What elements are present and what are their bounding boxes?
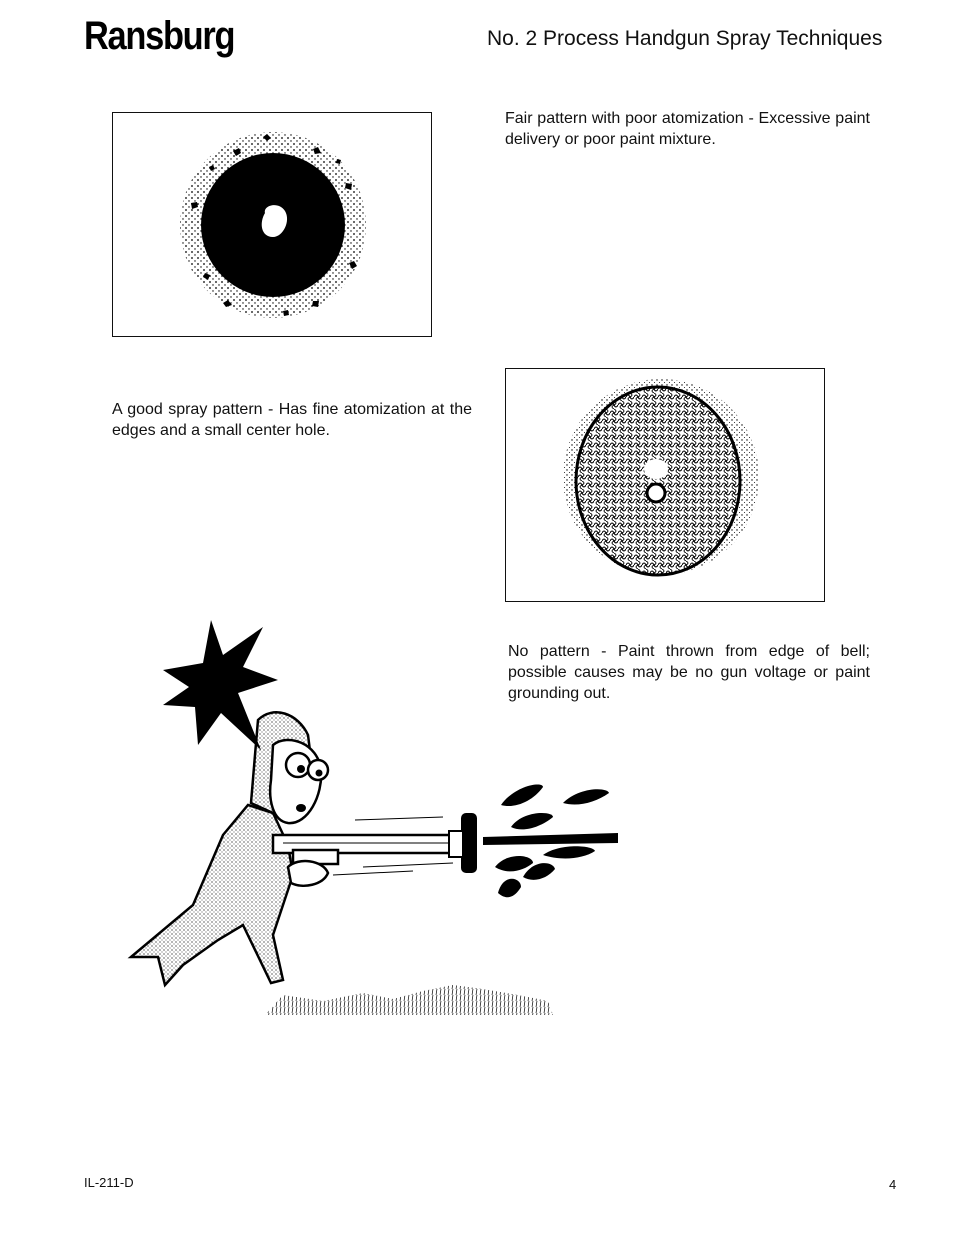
page-title: No. 2 Process Handgun Spray Techniques	[487, 27, 883, 50]
painter-cartoon-illustration	[123, 605, 623, 1030]
brand-logo: Ransburg	[84, 14, 235, 58]
fair-pattern-figure	[112, 112, 432, 337]
good-pattern-figure	[505, 368, 825, 602]
fair-pattern-caption: Fair pattern with poor atomization - Excessive paint delivery or poor paint mixture.	[505, 110, 870, 148]
good-pattern-caption: A good spray pattern - Has fine atomization at the edges and a small center hole.	[112, 401, 472, 439]
no-pattern-caption: No pattern - Paint thrown from edge of bell; possible causes may be no gun voltage or paint grounding out.	[508, 643, 870, 702]
document-id: IL-211-D	[84, 1175, 134, 1190]
page-number: 4	[889, 1177, 897, 1192]
